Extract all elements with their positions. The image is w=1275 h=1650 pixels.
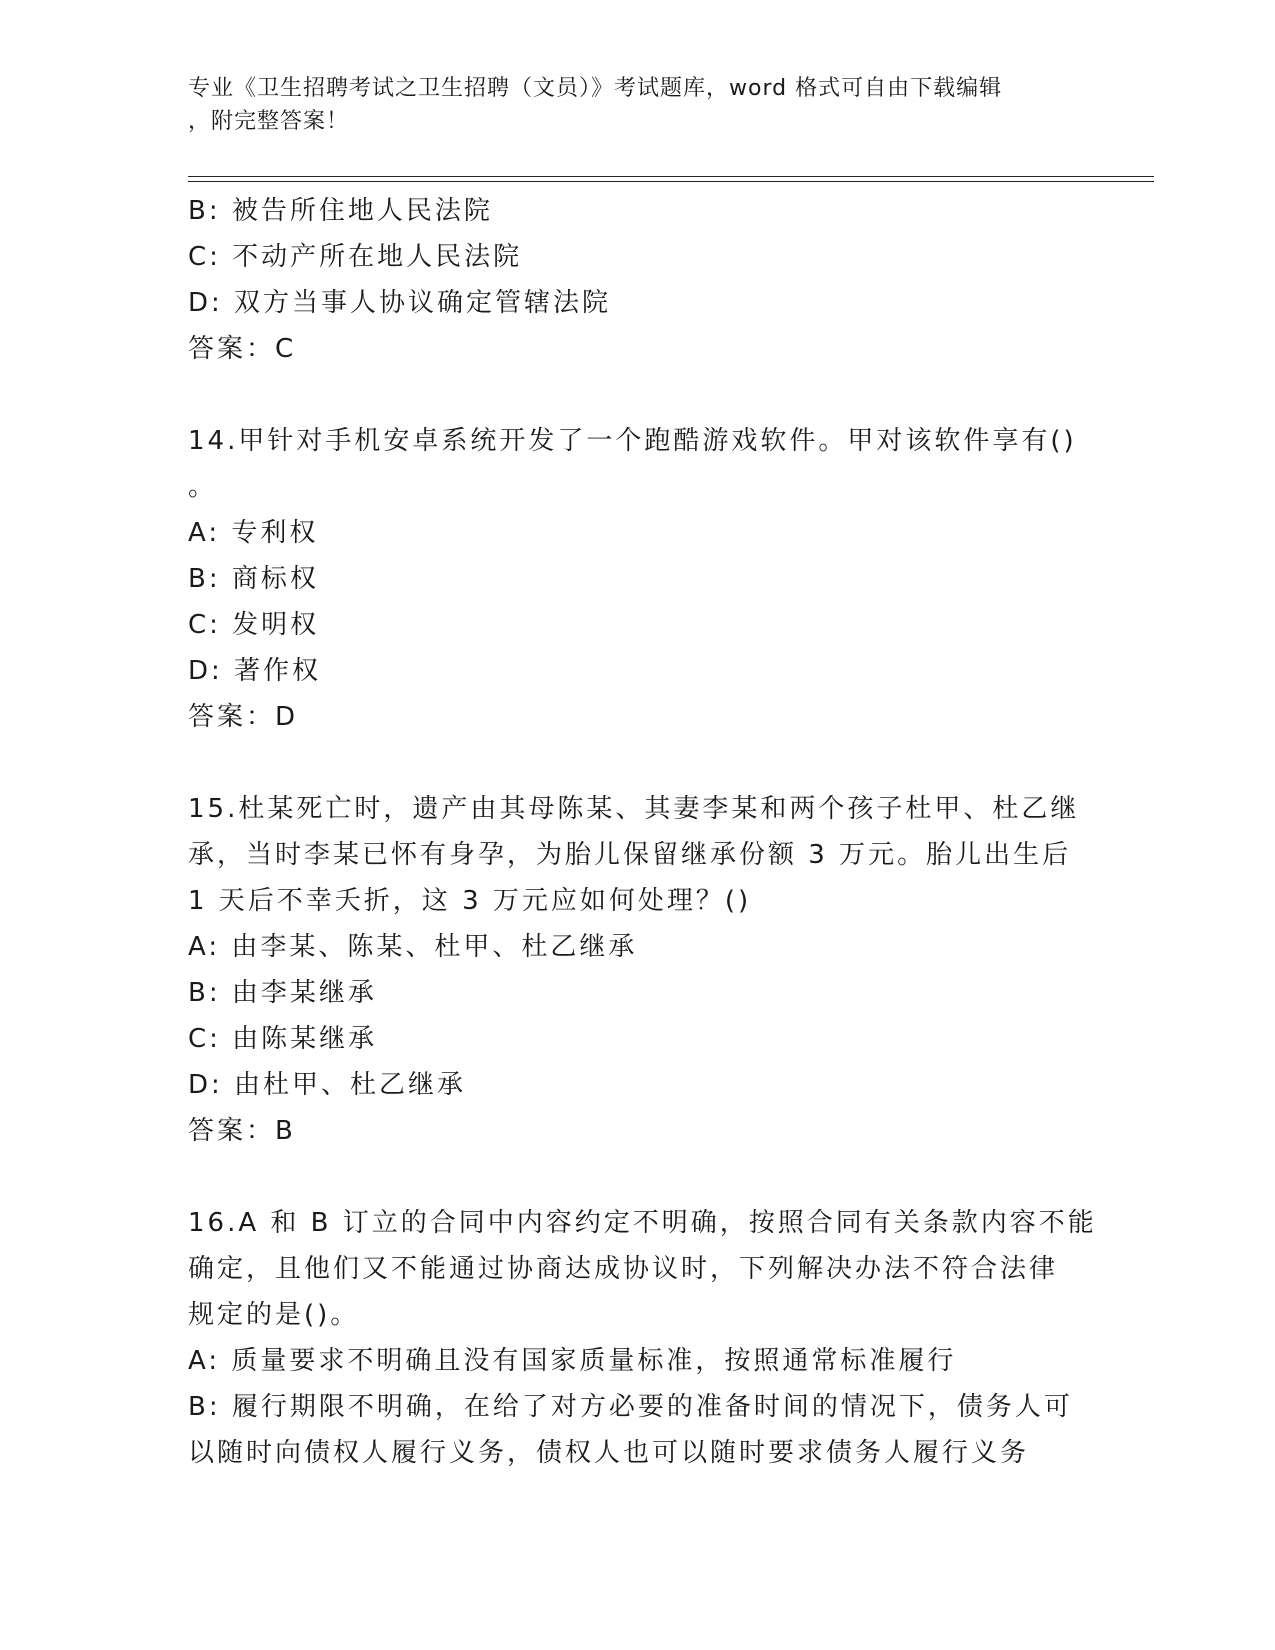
question-stem-line: 15.杜某死亡时，遗产由其母陈某、其妻李某和两个孩子杜甲、杜乙继 [188,794,1080,824]
question-stem-line: 承，当时李某已怀有身孕，为胎儿保留继承份额 3 万元。胎儿出生后 [188,840,1072,870]
question-stem-line: 1 天后不幸夭折，这 3 万元应如何处理？() [188,886,752,916]
question-stem-line: 规定的是()。 [188,1300,360,1330]
question-14 [188,418,1088,740]
option-d: D: 双方当事人协议确定管辖法院 [188,288,612,318]
option-d: D: 著作权 [188,656,322,686]
option-b: B: 商标权 [188,564,319,594]
header-divider-bottom [188,181,1154,182]
question-stem-line: 14.甲针对手机安卓系统开发了一个跑酷游戏软件。甲对该软件享有() [188,426,1077,456]
header-line-1: 专业《卫生招聘考试之卫生招聘（文员）》考试题库，word 格式可自由下载编辑 [188,76,1003,101]
option-a: A: 专利权 [188,518,319,548]
question-16 [188,1200,1097,1476]
question-15 [188,786,1088,1154]
option-a: A: 质量要求不明确且没有国家质量标准，按照通常标准履行 [188,1346,957,1376]
option-b-continued: 以随时向债权人履行义务，债权人也可以随时要求债务人履行义务 [188,1438,1030,1468]
question-stem-line: 16.A 和 B 订立的合同中内容约定不明确，按照合同有关条款内容不能 [188,1208,1097,1238]
question-content [188,188,1097,1476]
header-divider-top [188,176,1154,177]
option-c: C: 不动产所在地人民法院 [188,242,523,272]
question-stem-line: 。 [188,472,218,502]
option-c: C: 发明权 [188,610,320,640]
option-b: B: 履行期限不明确，在给了对方必要的准备时间的情况下，债务人可 [188,1392,1073,1422]
option-a: A: 由李某、陈某、杜甲、杜乙继承 [188,932,638,962]
option-d: D: 由杜甲、杜乙继承 [188,1070,467,1100]
option-b: B: 被告所住地人民法院 [188,196,493,226]
question-13-tail [188,188,1088,372]
answer: 答案：C [188,334,297,364]
page-header [188,72,1068,138]
question-stem-line: 确定，且他们又不能通过协商达成协议时，下列解决办法不符合法律 [188,1254,1059,1284]
answer: 答案：D [188,702,299,732]
option-b: B: 由李某继承 [188,978,377,1008]
option-c: C: 由陈某继承 [188,1024,378,1054]
header-line-2: ，附完整答案！ [188,109,350,134]
answer: 答案：B [188,1116,296,1146]
